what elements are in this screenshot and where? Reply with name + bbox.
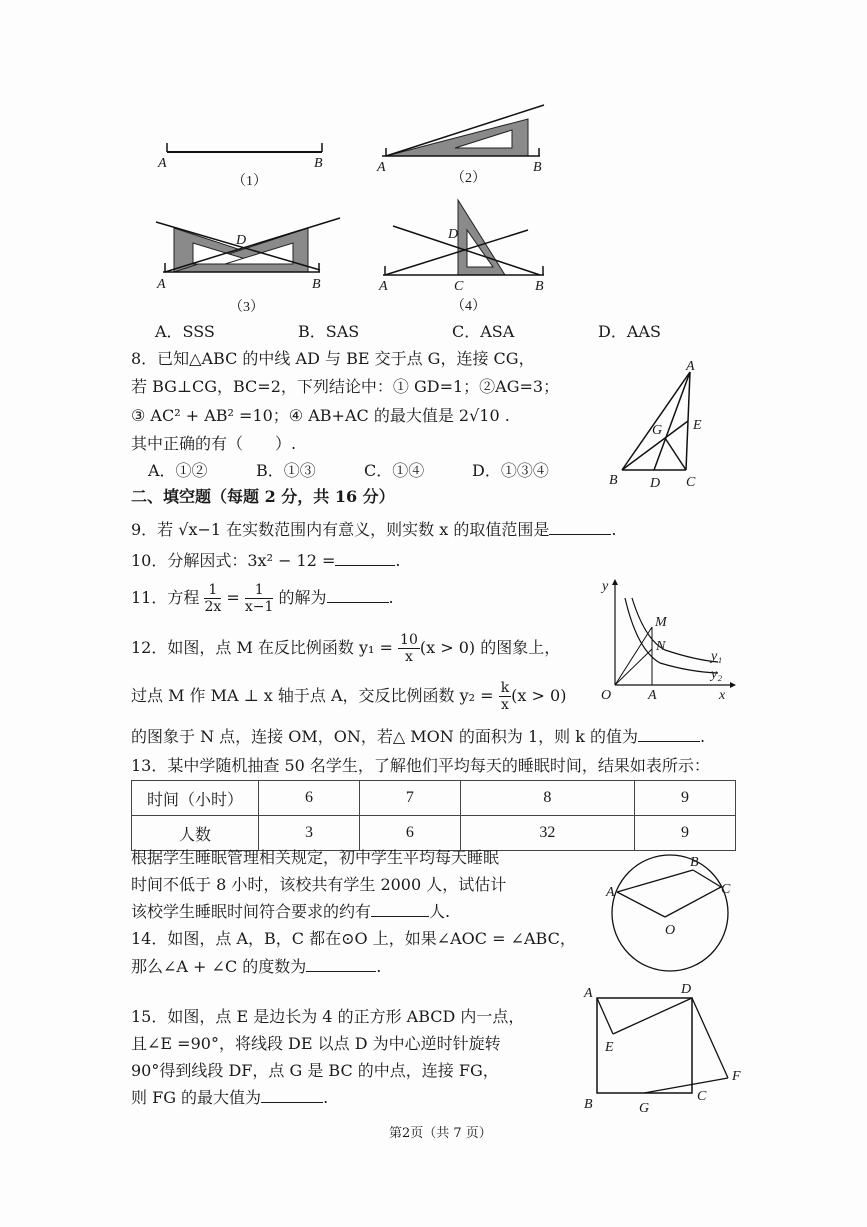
q8-line-2: 若 BG⊥CG，BC=2，下列结论中：① GD=1；②AG=3； (131, 377, 560, 396)
q12-line-2 (131, 678, 566, 714)
q13-intro: 13．某中学随机抽查 50 名学生，了解他们平均每天的睡眠时间，结果如表所示： (131, 756, 710, 775)
q7-option-c: C．ASA (452, 322, 515, 341)
q8-fig-label-e: E (693, 418, 702, 433)
q7-fig4-label-a: A (379, 279, 388, 294)
q12-f1-den: x (405, 649, 413, 665)
table-cell: 6 (359, 816, 460, 851)
table-cell: 7 (359, 781, 460, 816)
table-cell: 人数 (132, 816, 259, 851)
q14-fig-label-a: A (606, 885, 615, 900)
q11-equals: = (226, 588, 240, 607)
q12-f1-num: 10 (400, 632, 418, 648)
q8-option-a: A．①② (148, 461, 208, 480)
q7-fig4-label-c: C (454, 279, 464, 294)
q11-text: 11．方程 $\frac{1}{2x}$ = $\frac{1}{x-1}$ 的解为 . (131, 582, 394, 615)
q7-fig1-caption: （1） (232, 174, 267, 189)
q9-answer-blank[interactable] (549, 520, 611, 535)
q8-line-3: ③ AC² + AB² =10；④ AB+AC 的最大值是 2√10 . (131, 406, 510, 425)
q11-f2-num: 1 (245, 582, 274, 599)
q12-suffix-2: (x > 0) (511, 686, 567, 705)
q14-fig-label-o: O (665, 923, 676, 938)
q14-figure (605, 855, 731, 971)
q13-line-3 (131, 902, 450, 922)
q15-figure (583, 982, 741, 1116)
q12-fig-label-o: O (601, 688, 612, 703)
q14-fig-label-c: C (721, 882, 731, 897)
q7-option-d: D．AAS (598, 322, 661, 341)
q13-line3-end: 人. (429, 902, 451, 921)
table-cell: 9 (635, 816, 736, 851)
q14-line-2: 那么∠A + ∠C 的度数为 . (131, 957, 382, 976)
q15-line-4: 则 FG 的最大值为 . (131, 1088, 329, 1107)
q12-figure (600, 579, 736, 703)
q10-answer-blank[interactable] (335, 551, 395, 566)
table-row (132, 816, 736, 851)
q7-fig2-label-b: B (533, 160, 542, 175)
q12-fig-label-y: y (602, 579, 609, 594)
q15-fig-label-g: G (639, 1101, 650, 1116)
table-cell: 32 (460, 816, 634, 851)
q15-line4-text: 则 FG 的最大值为 (131, 1088, 262, 1107)
q15-fig-label-a: A (584, 986, 593, 1001)
q13-answer-blank[interactable] (371, 902, 429, 917)
q12-fig-label-y1: y₁ (711, 649, 723, 664)
q13-line-1: 根据学生睡眠管理相关规定，初中学生平均每天睡眠 (131, 848, 500, 867)
q11-answer-blank[interactable] (327, 588, 389, 603)
q15-fig-label-d: D (681, 982, 692, 997)
q12-fig-label-m: M (655, 615, 667, 630)
q7-fig3-label-d: D (236, 233, 247, 248)
q14-line-1: 14．如图，点 A，B，C 都在⊙O 上，如果∠AOC = ∠ABC， (131, 929, 576, 948)
q8-option-b: B．①③ (256, 461, 316, 480)
q7-figure-3 (156, 218, 340, 315)
q8-fig-label-d: D (650, 476, 661, 491)
q9-text: 9．若 √x−1 在实数范围内有意义，则实数 x 的取值范围是 . (131, 520, 617, 539)
q12-suffix-1: (x > 0) 的图象上， (419, 638, 561, 657)
table-cell: 时间（小时） (132, 781, 259, 816)
q15-line-2: 且∠E =90°，将线段 DE 以点 D 为中心逆时针旋转 (131, 1034, 501, 1053)
q15-answer-blank[interactable] (261, 1088, 323, 1103)
q12-answer-blank[interactable] (638, 727, 700, 742)
q9-question: 9．若 √x−1 在实数范围内有意义，则实数 x 的取值范围是 (131, 520, 550, 539)
q8-fig-label-g: G (652, 423, 663, 438)
q12-line3-text: 的图象于 N 点，连接 OM，ON，若△ MON 的面积为 1，则 k 的值为 (131, 727, 638, 746)
q15-fig-label-e: E (605, 1040, 614, 1055)
q11-f1-den: 2x (204, 599, 222, 615)
q12-line-1 (131, 630, 560, 666)
q11-prefix: 11．方程 (131, 588, 200, 607)
q12-line2-prefix: 过点 M 作 MA ⊥ x 轴于点 A，交反比例函数 y₂ = (131, 686, 494, 705)
q7-fig4-label-b: B (535, 279, 544, 294)
q7-fig2-label-a: A (377, 160, 386, 175)
q15-line-1: 15．如图，点 E 是边长为 4 的正方形 ABCD 内一点， (131, 1007, 525, 1026)
table-cell: 8 (460, 781, 634, 816)
q7-figure-1 (157, 143, 323, 189)
q7-figure-2 (376, 105, 544, 186)
q11-f1-num: 1 (204, 582, 221, 599)
q15-fig-label-c: C (697, 1089, 707, 1104)
q12-fig-label-x: x (719, 688, 726, 703)
q8-figure (609, 359, 702, 491)
q7-fig3-caption: （3） (229, 300, 264, 315)
q7-fig3-label-b: B (312, 277, 321, 292)
q12-fig-label-n: N (656, 639, 666, 654)
q12-f2-num: k (500, 680, 510, 696)
q13-line3-text: 该校学生睡眠时间符合要求的约有 (131, 902, 372, 921)
q8-fig-label-b: B (609, 473, 618, 488)
q13-table (131, 780, 736, 851)
q11-suffix: 的解为 (278, 588, 327, 607)
q12-fraction-2 (499, 680, 511, 713)
section-2-title: 二、填空题（每题 2 分，共 16 分） (131, 487, 395, 506)
q11-fraction-2 (245, 582, 274, 615)
q14-line2-text: 那么∠A + ∠C 的度数为 (131, 957, 307, 976)
q12-line-3: 的图象于 N 点，连接 OM，ON，若△ MON 的面积为 1，则 k 的值为 . (131, 727, 706, 746)
q12-f2-den: x (500, 697, 509, 713)
q14-answer-blank[interactable] (306, 957, 376, 972)
q11-fraction-1 (204, 582, 221, 615)
q8-line-1: 8．已知△ABC 的中线 AD 与 BE 交于点 G，连接 CG， (131, 349, 535, 368)
table-cell: 6 (259, 781, 360, 816)
q10-text: 10．分解因式：3x² − 12 = . (131, 551, 401, 570)
q15-fig-label-f: F (732, 1069, 741, 1084)
q13-line-2: 时间不低于 8 小时，该校共有学生 2000 人，试估计 (131, 875, 507, 894)
q7-figure-4 (378, 200, 544, 314)
q8-fig-label-c: C (686, 475, 696, 490)
page-footer: 第2页（共 7 页） (389, 1126, 492, 1141)
table-cell: 9 (635, 781, 736, 816)
q7-fig4-caption: （4） (451, 299, 486, 314)
q8-line-4: 其中正确的有（ ）. (131, 434, 297, 453)
q8-option-c: C．①④ (364, 461, 425, 480)
table-row (132, 781, 736, 816)
q12-fig-label-a: A (648, 688, 657, 703)
q7-fig1-label-a: A (158, 156, 167, 171)
q7-fig3-label-a: A (157, 277, 166, 292)
q15-fig-label-b: B (584, 1097, 593, 1112)
q15-line-3: 90°得到线段 DF，点 G 是 BC 的中点，连接 FG， (131, 1061, 499, 1080)
q12-fraction-1 (398, 632, 420, 665)
q7-option-b: B．SAS (298, 322, 360, 341)
table-cell: 3 (259, 816, 360, 851)
q8-fig-label-a: A (686, 359, 695, 374)
q12-fig-label-y2: y₂ (711, 667, 723, 682)
q7-fig2-caption: （2） (451, 171, 486, 186)
q7-fig1-label-b: B (314, 156, 323, 171)
q11-f2-den: x−1 (244, 599, 274, 615)
q12-prefix: 12．如图，点 M 在反比例函数 y₁ = (131, 638, 393, 657)
q8-option-d: D．①③④ (472, 461, 549, 480)
q10-question: 10．分解因式：3x² − 12 = (131, 551, 336, 570)
q7-fig4-label-d: D (448, 227, 459, 242)
q7-option-a: A．SSS (155, 322, 215, 341)
q14-fig-label-b: B (690, 855, 699, 870)
